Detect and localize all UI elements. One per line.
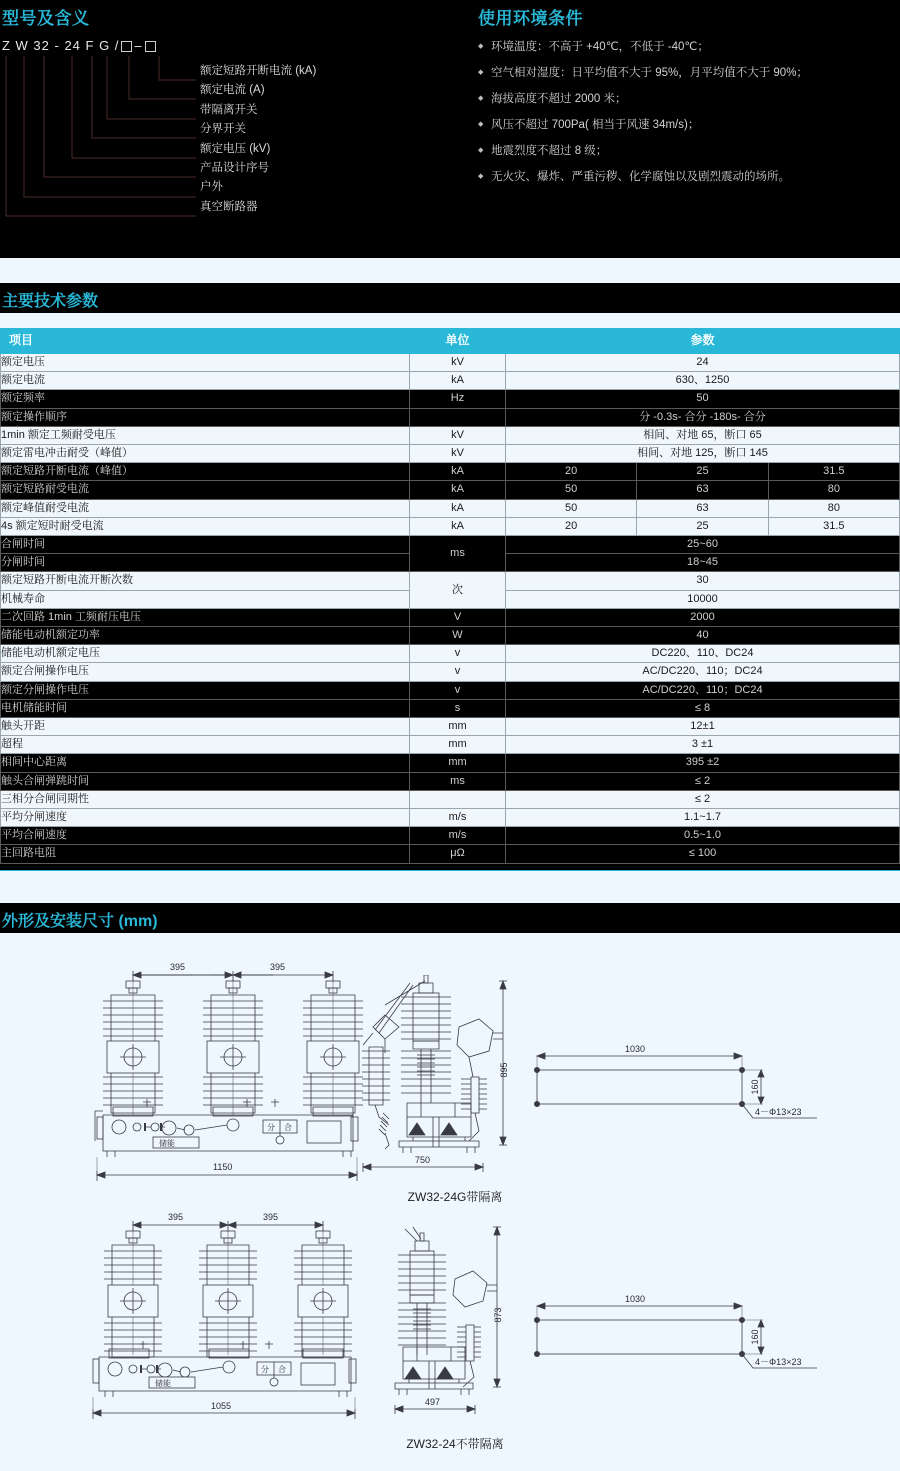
- row-item-label: 1min 额定工频耐受电压: [1, 426, 410, 444]
- label-close-top: 合: [284, 1123, 292, 1132]
- row-value: 20: [506, 517, 637, 535]
- table-row: [1, 736, 900, 754]
- row-unit: v: [410, 681, 506, 699]
- row-value: 80: [768, 481, 899, 499]
- table-row: [1, 790, 900, 808]
- row-value: ≤ 100: [506, 845, 900, 863]
- row-unit: kV: [410, 426, 506, 444]
- row-value: ≤ 2: [506, 772, 900, 790]
- row-value: 25: [637, 517, 768, 535]
- dim-height-bottom: 873: [493, 1307, 503, 1323]
- table-row: [1, 481, 900, 499]
- table-row: [1, 754, 900, 772]
- row-value: 50: [506, 481, 637, 499]
- row-unit: mm: [410, 718, 506, 736]
- row-unit: ms: [410, 536, 506, 572]
- row-unit: kA: [410, 517, 506, 535]
- row-item-label: 额定峰值耐受电流: [1, 499, 410, 517]
- front-view-top-drawing: [85, 955, 365, 1190]
- table-row: [1, 845, 900, 863]
- row-unit: kV: [410, 445, 506, 463]
- row-item-label: 额定电流: [1, 372, 410, 390]
- environment-item-3: ◆ 风压不超过 700Pa( 相当于风速 34m/s)；: [478, 112, 898, 138]
- row-value: 相间、对地 125，断口 145: [506, 445, 900, 463]
- environment-item-2: ◆ 海拔高度不超过 2000 米；: [478, 86, 898, 112]
- row-value: 30: [506, 572, 900, 590]
- table-row: [1, 663, 900, 681]
- table-row: [1, 426, 900, 444]
- table-row: [1, 499, 900, 517]
- row-unit: mm: [410, 736, 506, 754]
- spec-table-body: [1, 354, 900, 864]
- row-value: 12±1: [506, 718, 900, 736]
- row-value: AC/DC220、110；DC24: [506, 681, 900, 699]
- model-label-0: 额定短路开断电流 (kA): [200, 65, 317, 77]
- table-row: [1, 408, 900, 426]
- row-item-label: 相间中心距离: [1, 754, 410, 772]
- front-view-bottom-drawing: [85, 1205, 365, 1430]
- table-row: [1, 536, 900, 554]
- row-value: 40: [506, 627, 900, 645]
- row-unit: s: [410, 699, 506, 717]
- environment-condition-list: [478, 34, 898, 190]
- row-item-label: 超程: [1, 736, 410, 754]
- row-unit: m/s: [410, 809, 506, 827]
- row-item-label: 额定短路开断电流开断次数: [1, 572, 410, 590]
- dims-section-title: 外形及安装尺寸 (mm): [2, 913, 158, 930]
- model-leader-lines: [0, 50, 230, 240]
- spec-table-wrapper: [0, 328, 900, 864]
- dim-width-top: 750: [415, 1155, 431, 1165]
- label-close-bottom: 合: [278, 1365, 286, 1374]
- row-unit: [410, 408, 506, 426]
- model-label-2: 带隔离开关: [200, 103, 258, 116]
- dim-395-left-bottom: 395: [168, 1212, 184, 1222]
- row-value: 31.5: [768, 517, 899, 535]
- spec-table-head: [1, 329, 900, 354]
- row-value: ≤ 8: [506, 699, 900, 717]
- table-row: [1, 463, 900, 481]
- table-row: [1, 517, 900, 535]
- mounting-plate-bottom-drawing: [525, 1290, 825, 1410]
- row-value: 395 ±2: [506, 754, 900, 772]
- table-row: [1, 809, 900, 827]
- row-value: 80: [768, 499, 899, 517]
- mounting-plate-top-drawing: [525, 1040, 825, 1160]
- row-value: 10000: [506, 590, 900, 608]
- dim-overall-width-top: 1150: [213, 1162, 233, 1172]
- model-label-1: 额定电流 (A): [200, 84, 265, 97]
- label-energy-storage-bottom: 储能: [155, 1379, 171, 1388]
- row-unit: 次: [410, 572, 506, 608]
- table-row: [1, 718, 900, 736]
- environment-section-title: 使用环境条件: [478, 9, 583, 28]
- row-value: DC220、110、DC24: [506, 645, 900, 663]
- row-item-label: 电机储能时间: [1, 699, 410, 717]
- row-item-label: 主回路电阻: [1, 845, 410, 863]
- row-value: 18~45: [506, 554, 900, 572]
- row-value: 31.5: [768, 463, 899, 481]
- table-row: [1, 627, 900, 645]
- label-plate-holes-top: 4－Φ13×23: [755, 1107, 802, 1117]
- row-unit: kA: [410, 481, 506, 499]
- row-value: 63: [637, 481, 768, 499]
- dim-plate-width-top: 160: [750, 1079, 760, 1095]
- model-label-5: 产品设计序号: [200, 161, 269, 174]
- row-item-label: 额定操作顺序: [1, 408, 410, 426]
- environment-item-5: ◆ 无火灾、爆炸、严重污秽、化学腐蚀以及剧烈震动的场所。: [478, 164, 898, 190]
- row-item-label: 二次回路 1min 工频耐压电压: [1, 608, 410, 626]
- row-item-label: 分闸时间: [1, 554, 410, 572]
- header-unit: 单位: [410, 329, 506, 354]
- row-value: 50: [506, 390, 900, 408]
- row-item-label: 储能电动机额定功率: [1, 627, 410, 645]
- row-value: 25: [637, 463, 768, 481]
- model-code-dash: –: [134, 38, 143, 53]
- row-value: 25~60: [506, 536, 900, 554]
- spec-header-row: [1, 329, 900, 354]
- dim-plate-length-bottom: 1030: [625, 1294, 646, 1304]
- dims-section-heading: [0, 903, 900, 933]
- caption-top-drawing: ZW32-24G带隔离: [407, 1190, 503, 1204]
- dim-plate-length-top: 1030: [625, 1044, 646, 1054]
- row-unit: mm: [410, 754, 506, 772]
- table-row: [1, 608, 900, 626]
- model-label-4: 额定电压 (kV): [200, 142, 271, 155]
- dim-plate-width-bottom: 160: [750, 1329, 760, 1345]
- row-item-label: 额定频率: [1, 390, 410, 408]
- model-label-7: 真空断路器: [200, 200, 258, 213]
- row-value: 630、1250: [506, 372, 900, 390]
- row-item-label: 4s 额定短时耐受电流: [1, 517, 410, 535]
- label-open-bottom: 分: [261, 1365, 269, 1374]
- row-unit: kA: [410, 372, 506, 390]
- row-item-label: 额定分闸操作电压: [1, 681, 410, 699]
- model-code-text: Z W 32 - 24 F G /: [2, 38, 120, 53]
- row-item-label: 额定短路开断电流（峰值）: [1, 463, 410, 481]
- table-row: [1, 445, 900, 463]
- row-item-label: 触头合闸弹跳时间: [1, 772, 410, 790]
- row-unit: Hz: [410, 390, 506, 408]
- row-item-label: 机械寿命: [1, 590, 410, 608]
- row-item-label: 额定合闸操作电压: [1, 663, 410, 681]
- row-item-label: 三相分合闸同期性: [1, 790, 410, 808]
- dim-395-right-top: 395: [270, 962, 286, 972]
- spec-table: [0, 328, 900, 864]
- row-value: AC/DC220、110；DC24: [506, 663, 900, 681]
- row-value: 2000: [506, 608, 900, 626]
- model-label-3: 分界开关: [200, 123, 246, 136]
- label-plate-holes-bottom: 4－Φ13×23: [755, 1357, 802, 1367]
- row-value: 0.5~1.0: [506, 827, 900, 845]
- row-value: 相间、对地 65，断口 65: [506, 426, 900, 444]
- row-item-label: 平均分闸速度: [1, 809, 410, 827]
- table-row: [1, 645, 900, 663]
- model-label-list: [200, 62, 316, 217]
- row-unit: kA: [410, 463, 506, 481]
- row-unit: W: [410, 627, 506, 645]
- label-energy-storage-top: 储能: [159, 1139, 175, 1148]
- row-value: 20: [506, 463, 637, 481]
- top-dark-band: [0, 0, 900, 258]
- side-view-bottom-drawing: [355, 1225, 530, 1440]
- row-value: 分 -0.3s- 合分 -180s- 合分: [506, 408, 900, 426]
- header-value: 参数: [506, 329, 900, 354]
- label-open-top: 分: [267, 1123, 275, 1132]
- table-row: [1, 390, 900, 408]
- row-unit: v: [410, 645, 506, 663]
- row-unit: V: [410, 608, 506, 626]
- environment-item-1: ◆ 空气相对湿度：日平均值不大于 95%，月平均值不大于 90%；: [478, 60, 898, 86]
- dim-395-right-bottom: 395: [263, 1212, 279, 1222]
- row-item-label: 触头开距: [1, 718, 410, 736]
- params-section-title: 主要技术参数: [2, 293, 99, 310]
- side-view-top-drawing: [355, 975, 530, 1190]
- environment-item-4: ◆ 地震烈度不超过 8 级；: [478, 138, 898, 164]
- row-item-label: 额定电压: [1, 354, 410, 372]
- row-unit: kA: [410, 499, 506, 517]
- row-item-label: 平均合闸速度: [1, 827, 410, 845]
- row-item-label: 合闸时间: [1, 536, 410, 554]
- dimension-drawings-area: [0, 940, 900, 1471]
- row-unit: v: [410, 663, 506, 681]
- row-unit: ms: [410, 772, 506, 790]
- dim-width-bottom: 497: [425, 1397, 441, 1407]
- row-item-label: 储能电动机额定电压: [1, 645, 410, 663]
- params-section-heading: [0, 283, 900, 313]
- table-row: [1, 699, 900, 717]
- dim-height-top: 895: [499, 1062, 509, 1078]
- row-item-label: 额定短路耐受电流: [1, 481, 410, 499]
- model-label-6: 户外: [200, 181, 223, 194]
- dim-395-left-top: 395: [170, 962, 186, 972]
- row-item-label: 额定雷电冲击耐受（峰值）: [1, 445, 410, 463]
- environment-item-0: ◆ 环境温度：不高于 +40℃，不低于 -40℃；: [478, 34, 898, 60]
- row-value: 50: [506, 499, 637, 517]
- table-row: [1, 354, 900, 372]
- table-row: [1, 372, 900, 390]
- table-row: [1, 681, 900, 699]
- row-unit: kV: [410, 354, 506, 372]
- caption-bottom-drawing: ZW32-24不带隔离: [406, 1437, 504, 1451]
- table-bottom-rule: [0, 864, 900, 871]
- row-value: 63: [637, 499, 768, 517]
- row-value: 24: [506, 354, 900, 372]
- row-unit: μΩ: [410, 845, 506, 863]
- row-value: 3 ±1: [506, 736, 900, 754]
- table-row: [1, 827, 900, 845]
- dim-overall-width-bottom: 1055: [211, 1401, 232, 1411]
- row-value: 1.1~1.7: [506, 809, 900, 827]
- row-value: ≤ 2: [506, 790, 900, 808]
- model-section-title: 型号及含义: [2, 9, 90, 28]
- header-item: 项目: [1, 329, 410, 354]
- table-row: [1, 772, 900, 790]
- table-row: [1, 572, 900, 590]
- row-unit: [410, 790, 506, 808]
- row-unit: m/s: [410, 827, 506, 845]
